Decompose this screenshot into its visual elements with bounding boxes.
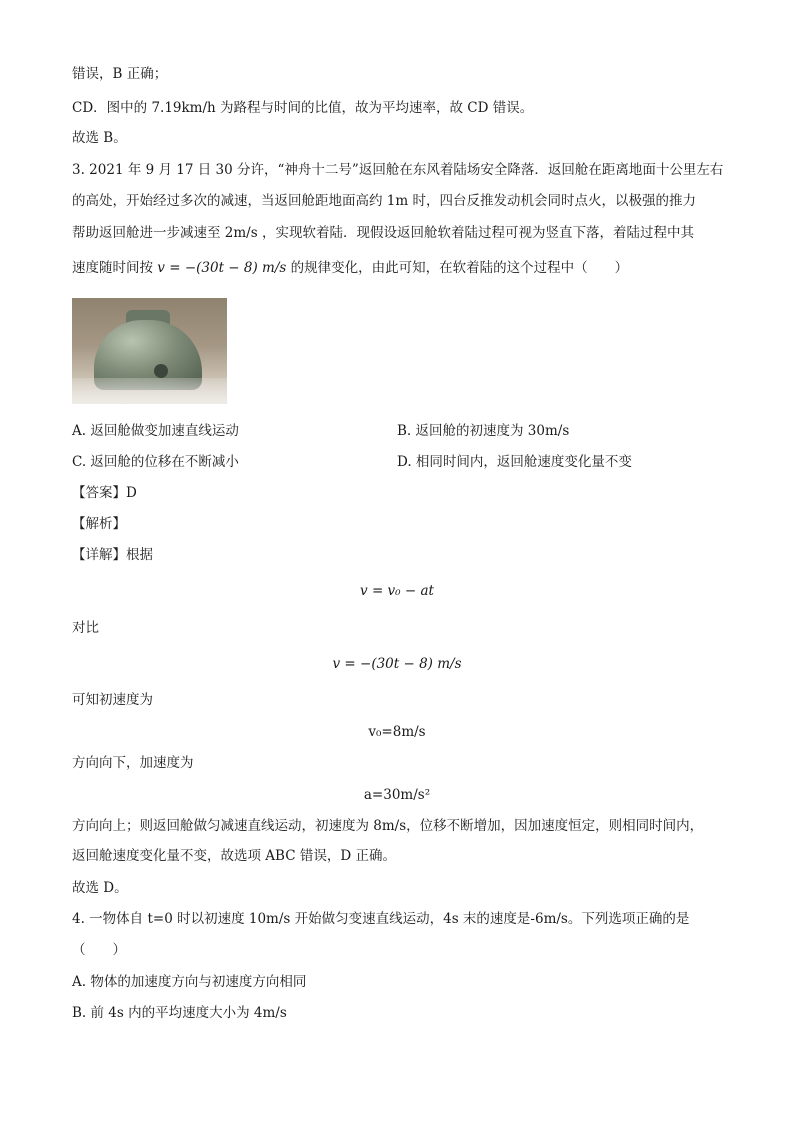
equation-2: v = −(30t − 8) m/s (332, 656, 462, 672)
equation-3: v₀=8m/s (368, 724, 426, 740)
direction-down-text: 方向向下，加速度为 (72, 755, 194, 771)
question-3-line-1: 3. 2021 年 9 月 17 日 30 分许，“神舟十二号”返回舱在东风着陆场安全降落．返回舱在距离地面十公里左右 (72, 162, 724, 178)
question-3-line-4 (72, 258, 628, 278)
option-3-b: B. 返回舱的初速度为 30m/s (397, 423, 570, 439)
equation-4: a=30m/s² (363, 787, 431, 803)
question-4-line-2: （ ） (72, 942, 126, 958)
prev-line-1: 错误，B 正确； (72, 66, 168, 82)
prev-line-2: CD．图中的 7.19km/h 为路程与时间的比值，故为平均速率，故 CD 错误。 (72, 100, 534, 116)
q3-velocity-formula: v = −(30t − 8) m/s (157, 260, 287, 276)
option-4-a: A. 物体的加速度方向与初速度方向相同 (72, 974, 307, 990)
option-3-c: C. 返回舱的位移在不断减小 (72, 454, 239, 470)
capsule-photo (72, 298, 227, 404)
question-3-line-2: 的高处，开始经过多次的减速，当返回舱距地面高约 1m 时，四台反推发动机会同时点火，以极强的推力 (72, 193, 696, 209)
option-3-d: D. 相同时间内，返回舱速度变化量不变 (397, 454, 632, 470)
option-3-a: A. 返回舱做变加速直线运动 (72, 423, 239, 439)
compare-text: 对比 (72, 620, 99, 636)
choose-d: 故选 D。 (72, 880, 128, 896)
option-4-b: B. 前 4s 内的平均速度大小为 4m/s (72, 1005, 287, 1021)
question-4-line-1: 4. 一物体自 t=0 时以初速度 10m/s 开始做匀变速直线运动，4s 末的速度是-6m/s。下列选项正确的是 (72, 911, 690, 927)
know-v0-text: 可知初速度为 (72, 692, 153, 708)
q3-text-after: 的规律变化，由此可知，在软着陆的这个过程中（ ） (286, 260, 629, 276)
conclusion-line-2: 返回舱速度变化量不变，故选项 ABC 错误，D 正确。 (72, 848, 396, 864)
q3-text-before: 速度随时间按 (72, 260, 158, 276)
question-3-line-3: 帮助返回舱进一步减速至 2m/s ，实现软着陆．现假设返回舱软着陆过程可视为竖直下落，着陆过程中其 (72, 225, 694, 241)
detail-label: 【详解】根据 (72, 547, 153, 563)
analysis-label: 【解析】 (72, 516, 126, 532)
answer-label: 【答案】D (72, 485, 137, 501)
prev-line-3: 故选 B。 (72, 130, 127, 146)
equation-1: v = v₀ − at (360, 583, 434, 599)
conclusion-line-1: 方向向上；则返回舱做匀减速直线运动，初速度为 8m/s，位移不断增加，因加速度恒定，则相同时间内， (72, 818, 704, 834)
